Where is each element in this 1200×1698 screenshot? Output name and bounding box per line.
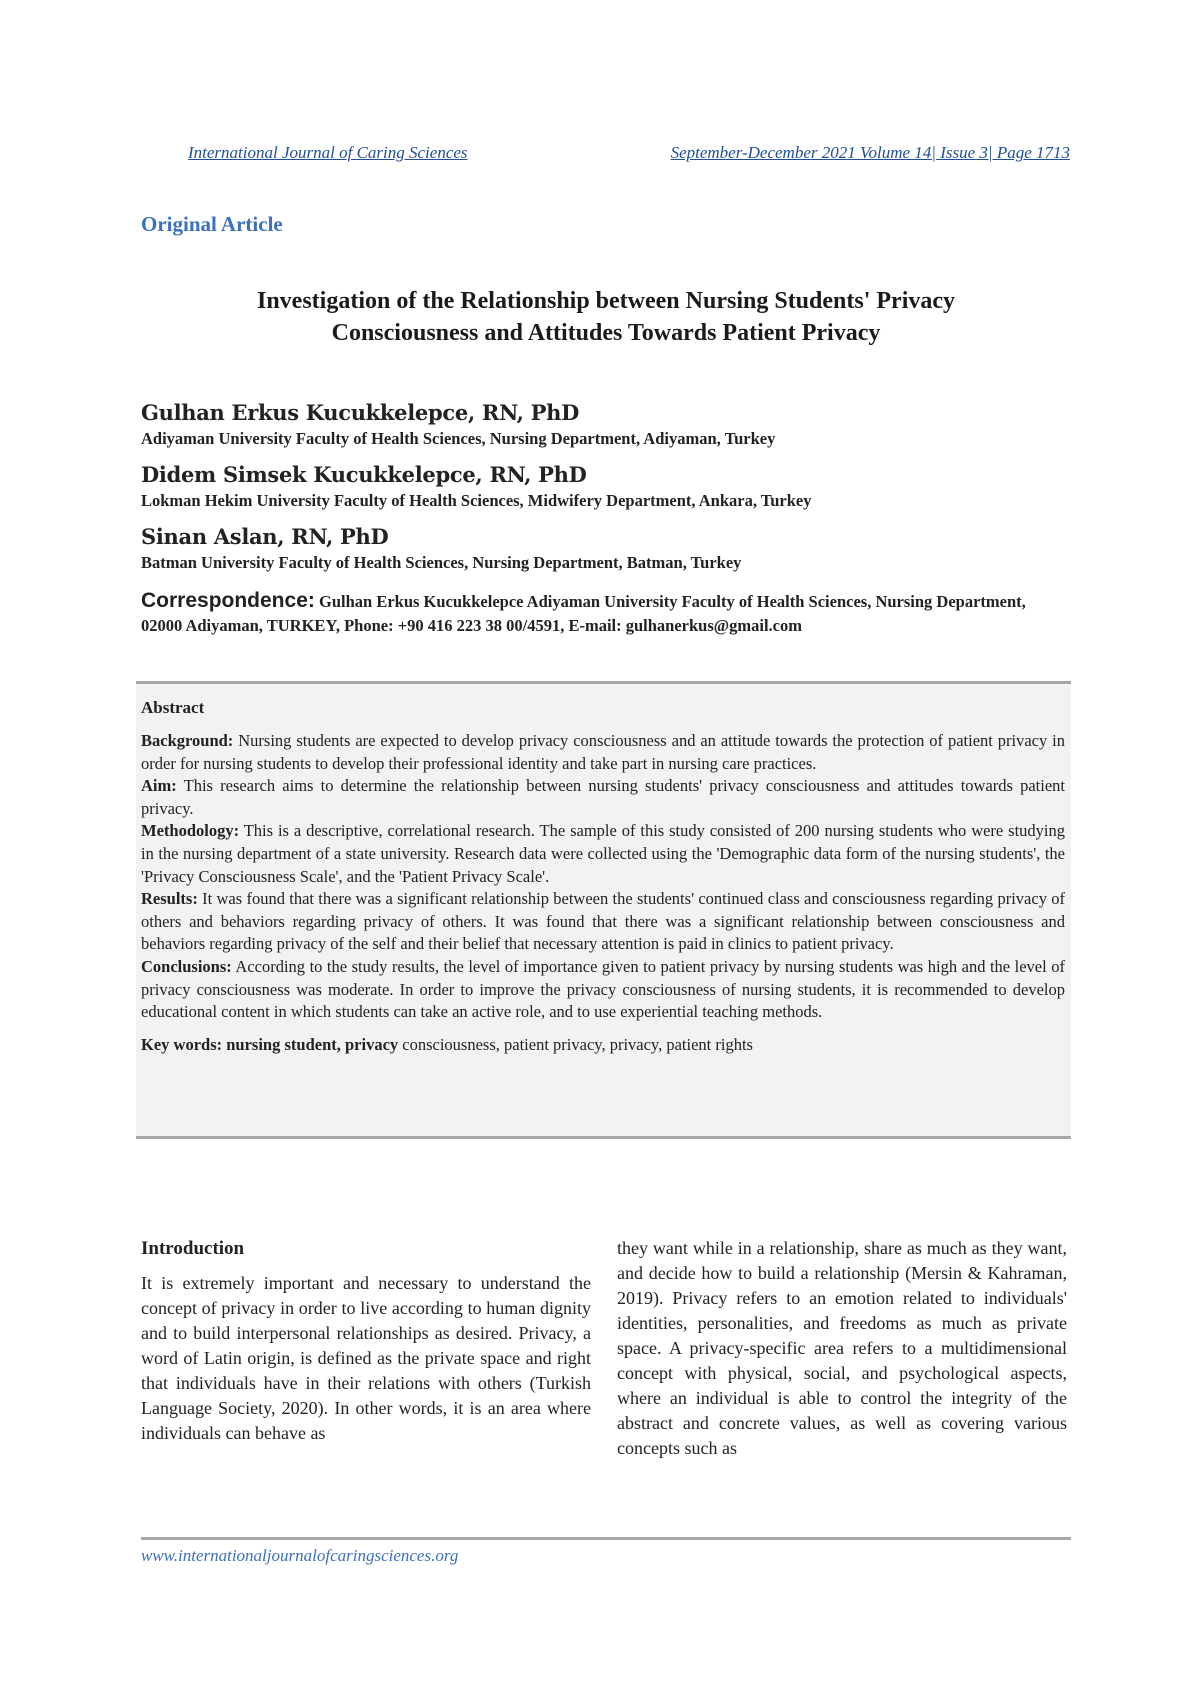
issue-info[interactable]: September-December 2021 Volume 14| Issue 3| Page 1713: [670, 143, 1070, 162]
methodology-label: Methodology:: [141, 821, 240, 841]
background-label: Background:: [141, 731, 234, 750]
abstract-heading: Abstract: [141, 698, 205, 717]
column-left: [141, 1236, 591, 1446]
author-2: [141, 462, 812, 511]
introduction-paragraph-left: It is extremely important and necessary to understand the concept of privacy in order to live according to human dignity and to build interpersonal relationships as desired. Privacy, a word of Latin origin, is defined as the private space and right that individuals have in their relations with others (Turkish Language Society, 2020). In other words, it is an area where individuals can behave as: [141, 1273, 591, 1443]
conclusions-label: Conclusions:: [141, 956, 232, 976]
keywords-label: Key words: nursing student, privacy: [141, 1034, 399, 1054]
methodology-text: This is a descriptive, correlational research. The sample of this study consisted of 200 nursing students who were studying in the nursing department of a state university. Research data were collected using the 'Demographic data form of the nursing students', the 'Privacy Consciousness Scale', and the 'Patient Privacy Scale'.: [141, 821, 1066, 886]
aim-label: Aim:: [141, 776, 177, 796]
results-text: It was found that there was a significant relationship between the students' continued class and consciousness regarding privacy of others and behaviors regarding privacy of others. It was found that there was a significant relationship between consciousness and behaviors regarding privacy of the self and their belief that necessary attention is paid in clinics to patient privacy.: [141, 889, 1065, 954]
correspondence: [141, 589, 1071, 638]
introduction-paragraph-right: they want while in a relationship, share as much as they want, and decide how to build a relationship (Mersin & Kahraman, 2019). Privacy refers to an emotion related to individuals' identities, personalities, and freedoms as much as private space. A privacy-specific area refers to a multidimensional concept with physical, social, and psychological aspects, where an individual is able to control the integrity of the abstract and concrete values, as well as covering various concepts such as: [617, 1238, 1067, 1458]
author-name: Didem Simsek Kucukkelepce, RN, PhD: [141, 462, 587, 487]
keywords-text: consciousness, patient privacy, privacy, patient rights: [402, 1034, 753, 1054]
author-affiliation: Lokman Hekim University Faculty of Health Sciences, Midwifery Department, Ankara, Turkey: [141, 491, 812, 510]
title-line-1: Investigation of the Relationship between Nursing Students' Privacy: [256, 288, 956, 314]
footer-divider: [141, 1537, 1071, 1540]
conclusions-text: According to the study results, the level of importance given to patient privacy by nursing students was high and the level of privacy consciousness was moderate. In order to improve the privacy consciousness of nursing students, it is recommended to develop educational content in which students can take an active role, and to use experiential teaching methods.: [141, 956, 1065, 1022]
author-name: Gulhan Erkus Kucukkelepce, RN, PhD: [141, 400, 580, 425]
author-1: [141, 400, 775, 449]
author-3: [141, 524, 741, 573]
background-text: Nursing students are expected to develop privacy consciousness and an attitude towards the protection of patient privacy in order for nursing students to develop their professional identity and take part in nursing care practices.: [141, 731, 1065, 773]
correspondence-label: Correspondence:: [141, 589, 315, 612]
article-title: [141, 285, 1071, 349]
author-affiliation: Adiyaman University Faculty of Health Sciences, Nursing Department, Adiyaman, Turkey: [141, 429, 776, 448]
running-header: [188, 143, 1070, 163]
section-heading-introduction: Introduction: [141, 1238, 245, 1259]
correspondence-text: Gulhan Erkus Kucukkelepce Adiyaman University Faculty of Health Sciences, Nursing Department, 02000 Adiyaman, TURKEY, Phone: +90 416 223 38 00/4591, E-mail: gulhanerkus@gmail.com: [141, 592, 1026, 635]
abstract-methodology: [141, 820, 1065, 888]
abstract-results: [141, 888, 1065, 956]
results-label: Results:: [141, 889, 198, 909]
journal-name[interactable]: International Journal of Caring Sciences: [188, 143, 468, 162]
aim-text: This research aims to determine the relationship between nursing students' privacy consciousness and attitudes towards patient privacy.: [141, 776, 1066, 818]
abstract-box: [136, 681, 1071, 1139]
column-right: [617, 1236, 1067, 1461]
title-line-2: Consciousness and Attitudes Towards Patient Privacy: [331, 320, 881, 346]
article-type: Original Article: [141, 212, 283, 236]
abstract-keywords: [141, 1034, 1065, 1057]
abstract-background: [141, 730, 1065, 775]
author-affiliation: Batman University Faculty of Health Sciences, Nursing Department, Batman, Turkey: [141, 553, 742, 572]
author-name: Sinan Aslan, RN, PhD: [141, 524, 389, 549]
footer-url-link[interactable]: www.internationaljournalofcaringsciences.org: [141, 1546, 459, 1565]
abstract-conclusions: [141, 956, 1065, 1024]
abstract-aim: [141, 775, 1065, 820]
